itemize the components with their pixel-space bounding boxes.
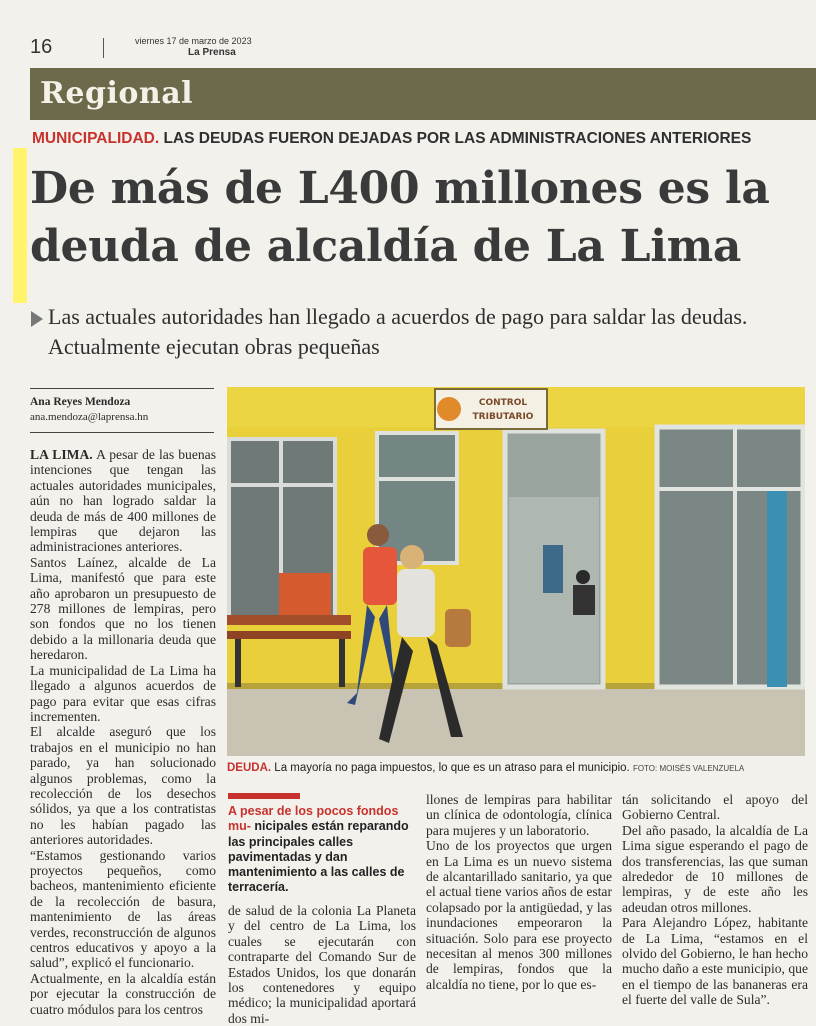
section-title: Regional bbox=[40, 76, 194, 111]
page-number: 16 bbox=[30, 36, 53, 58]
byline-rule bbox=[30, 388, 214, 389]
caption-label: DEUDA. bbox=[227, 762, 272, 774]
article-paragraph: Para Alejandro López, habitante de La Lima, “estamos en el olvido del Gobierno, le han hecho mucho daño a este municipio, que en el tiempo de las bananeras era el fuerte del valle de Sula”. bbox=[622, 915, 808, 1008]
folio-date: viernes 17 de marzo de 2023 bbox=[135, 36, 252, 46]
folio-newspaper-name: La Prensa bbox=[188, 47, 236, 58]
caption-text: La mayoría no paga impuestos, lo que es un atraso para el municipio. bbox=[274, 762, 630, 774]
folio-divider bbox=[103, 38, 104, 58]
byline-author: Ana Reyes Mendoza bbox=[30, 396, 131, 408]
office-scene-illustration bbox=[227, 387, 805, 756]
deck-arrow-icon bbox=[31, 311, 43, 327]
article-paragraph: Uno de los proyectos que urgen en La Lima es un nuevo sistema de alcantarillado sanitario, ya que el actual tiene varios años de estar colapsado por la antigüedad, y las inundaciones empeoraron la situación. Solo para ese proyecto necesitan al menos 300 millones de lempiras, fondos que la alcaldía no tiene, por lo que es- bbox=[426, 838, 612, 992]
pullquote-text: nicipales están reparando las principales calles pavimentadas y dan mantenimiento a las calles de terracería. bbox=[228, 819, 409, 895]
dateline: LA LIMA. bbox=[30, 447, 93, 462]
article-column-3 bbox=[426, 792, 612, 992]
headline-line-1: De más de L400 millones es la bbox=[30, 163, 770, 214]
article-paragraph: tán solicitando el apoyo del Gobierno Central. bbox=[622, 792, 808, 823]
kicker-text: LAS DEUDAS FUERON DEJADAS POR LAS ADMINISTRACIONES ANTERIORES bbox=[163, 130, 752, 147]
photo-credit: FOTO: MOISÉS VALENZUELA bbox=[632, 764, 745, 773]
news-photo bbox=[227, 387, 805, 756]
headline bbox=[30, 160, 816, 276]
article-paragraph: Santos Laínez, alcalde de La Lima, manifestó que para este año aprobaron un presupuesto de 278 millones de lempiras, pero son fondos que no los tienen debido a la millonaria deuda que heredaron. bbox=[30, 554, 216, 663]
article-column-2 bbox=[228, 903, 416, 1026]
highlighter-mark bbox=[13, 148, 27, 303]
pullquote-rule bbox=[228, 793, 300, 799]
article-column-1 bbox=[30, 447, 216, 1017]
article-column-4 bbox=[622, 792, 808, 1008]
article-paragraph: La municipalidad de La Lima ha llegado a algunos acuerdos de pago para evitar que esas cifras incrementen. bbox=[30, 662, 216, 724]
pullquote-highlight: A pesar de los pocos fondos mu- bbox=[228, 804, 399, 834]
article-paragraph: Del año pasado, la alcaldía de La Lima sigue esperando el pago de dos transferencias, las que suman alrededor de 10 millones de lempiras, y de este año les adeudan otros millones. bbox=[622, 822, 808, 915]
article-paragraph: El alcalde aseguró que los trabajos en el municipio no han parado, ya han solucionado algunos problemas, como la recolección de los desechos sólidos, ya que a los contratistas no les habían pagado las anteriores autoridades. bbox=[30, 724, 216, 848]
deck-subheadline: Las actuales autoridades han llegado a acuerdos de pago para saldar las deudas. Actualmente ejecutan obras pequeñas bbox=[48, 304, 748, 359]
kicker bbox=[32, 130, 751, 148]
article-paragraph bbox=[30, 447, 216, 555]
photo-caption bbox=[227, 762, 807, 774]
article-paragraph: Actualmente, en la alcaldía están por ejecutar la construcción de cuatro módulos para los centros bbox=[30, 970, 216, 1017]
article-paragraph: “Estamos gestionando varios proyectos pequeños, como bacheos, mantenimiento eficiente de la recolección de basura, mantenimiento de las áreas verdes, reconstrucción de algunos centros educativos y apoyo a la salud”, explicó el funcionario. bbox=[30, 847, 216, 971]
paragraph-text: A pesar de las buenas intenciones que tengan las actuales autoridades municipales, aún no han logrado saldar la deuda de más de 400 millones de lempiras que dejaron las administraciones anteriores. bbox=[30, 447, 216, 555]
kicker-label: MUNICIPALIDAD. bbox=[32, 130, 160, 147]
sign-text-1: CONTROL bbox=[478, 398, 528, 408]
byline-email[interactable]: ana.mendoza@laprensa.hn bbox=[30, 411, 149, 423]
article-paragraph: de salud de la colonia La Planeta y del centro de La Lima, los cuales se ejecutarán con contraparte del Comando Sur de Estados Unidos, los que donarán los contenedores y equipo médico; la municipalidad aportará dos mi- bbox=[228, 903, 416, 1026]
headline-line-2: deuda de alcaldía de La Lima bbox=[30, 221, 742, 272]
article-paragraph: llones de lempiras para habilitar un clínica de odontología, clínica para mujeres y un laboratorio. bbox=[426, 792, 612, 838]
pullquote bbox=[228, 804, 416, 896]
sign-text-2: TRIBUTARIO bbox=[472, 412, 534, 422]
byline-rule-bottom bbox=[30, 432, 214, 433]
